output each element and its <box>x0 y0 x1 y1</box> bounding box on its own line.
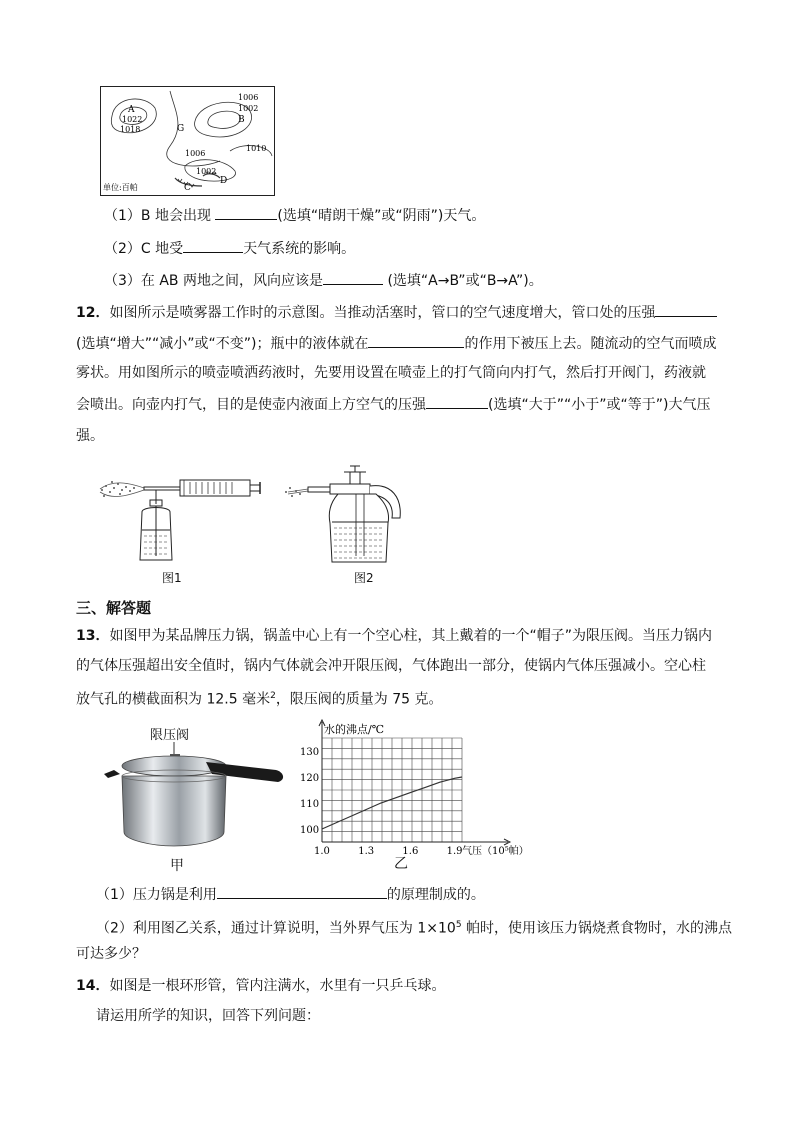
q13-text: 如图甲为某品牌压力锅，锅盖中心上有一个空心柱，其上戴着的一个“帽子”为限压阀。当压力锅内 <box>109 628 712 644</box>
y-tick-label: 120 <box>300 773 320 784</box>
q13-sub2-text: （2）利用图乙关系，通过计算说明，当外界气压为 1×10 <box>96 920 456 937</box>
q11-sub2-prefix: （2）C 地受 <box>104 241 184 257</box>
x-axis-label: 气压（10⁵帕） <box>462 846 529 857</box>
pressure-cooker-figure <box>96 740 296 852</box>
y-tick-label: 130 <box>300 747 320 758</box>
y-tick-label: 110 <box>300 799 320 810</box>
q13-sub2-text: 帕时，使用该压力锅烧煮食物时，水的沸点 <box>461 920 732 937</box>
map-label-g: G <box>177 124 185 134</box>
q11-sub3-prefix: （3）在 AB 两地之间，风向应该是 <box>104 273 323 289</box>
x-tick-label: 1.3 <box>358 846 375 857</box>
x-tick-label: 1.6 <box>402 846 419 857</box>
x-tick-label: 1.0 <box>314 846 330 857</box>
q11-sub3-suffix: (选填“A→B”或“B→A”)。 <box>383 273 543 289</box>
q11-sub2 <box>104 238 355 259</box>
map-label-1006-top: 1006 <box>238 93 259 102</box>
map-label-d: D <box>220 176 228 186</box>
q12-text: 如图所示是喷雾器工作时的示意图。当推动活塞时，管口的空气速度增大，管口处的压强 <box>109 305 656 321</box>
q14-text: 如图是一根环形管，管内注满水，水里有一只乒乓球。 <box>109 978 446 994</box>
y-tick-label: 100 <box>300 825 320 836</box>
sprayer-figure-1 <box>92 460 267 565</box>
q12-text: 的作用下被压上去。随流动的空气而喷成 <box>464 336 717 352</box>
q11-sub1 <box>104 205 485 226</box>
map-label-b: B <box>238 115 245 125</box>
q12-text: (选填“增大”“减小”或“不变”)；瓶中的液体就在 <box>76 336 369 352</box>
answer-blank[interactable] <box>655 302 717 317</box>
q13-sub1-prefix: （1）压力锅是利用 <box>96 887 217 903</box>
question-number: 12． <box>76 305 110 321</box>
map-label-1022: 1022 <box>122 115 143 124</box>
q11-sub3 <box>104 270 543 291</box>
sprayer-2-drawing <box>280 458 415 568</box>
q13-text: ，限压阀的质量为 75 克。 <box>275 691 443 708</box>
q13-line3 <box>76 686 443 710</box>
chart-grid <box>322 738 462 842</box>
valve-label: 限压阀 <box>150 728 190 743</box>
map-unit-label: 单位:百帕 <box>103 183 138 192</box>
sprayer-1-drawing <box>92 460 267 565</box>
boiling-point-chart-svg <box>296 716 546 866</box>
superscript: 5 <box>455 920 462 930</box>
map-label-1002-top: 1002 <box>238 104 259 113</box>
map-label-1018: 1018 <box>120 125 141 134</box>
map-label-1002-bottom: 1002 <box>196 167 217 176</box>
map-label-a: A <box>128 105 135 115</box>
answer-blank[interactable] <box>368 333 464 348</box>
sprayer-figure-2 <box>280 458 415 568</box>
fig-yi-caption: 乙 <box>394 856 408 872</box>
question-number: 13． <box>76 628 110 644</box>
y-axis-label: 水的沸点/℃ <box>324 723 385 736</box>
superscript: 2 <box>270 691 276 701</box>
q14-line2: 请运用所学的知识，回答下列问题： <box>96 1008 320 1024</box>
q14-line1 <box>76 976 445 996</box>
q12-line2 <box>76 333 716 354</box>
q13-sub1 <box>96 884 485 905</box>
fig1-caption: 图1 <box>162 571 182 585</box>
question-number: 14． <box>76 978 110 994</box>
q12-text: 会喷出。向壶内打气，目的是使壶内液面上方空气的压强 <box>76 397 426 413</box>
answer-blank[interactable] <box>426 394 488 409</box>
q13-line1 <box>76 626 712 646</box>
q12-line1 <box>76 302 717 323</box>
q13-sub2-cont: 可达多少？ <box>76 946 146 962</box>
map-label-1006-bottom: 1006 <box>185 149 206 158</box>
section-title: 三、解答题 <box>76 599 152 617</box>
weather-map-drawing <box>100 86 275 196</box>
q13-sub2 <box>96 915 732 939</box>
x-tick-label: 1.9 <box>446 846 463 857</box>
q12-line4 <box>76 394 710 415</box>
q11-sub1-suffix: (选填“晴朗干燥”或“阴雨”)天气。 <box>277 208 486 224</box>
q13-line2: 的气体压强超出安全值时，锅内气体就会冲开限压阀，气体跑出一部分，使锅内气体压强减小。空心柱 <box>76 658 706 674</box>
q12-line3: 雾状。用如图所示的喷壶喷洒药液时，先要用设置在喷壶上的打气筒向内打气，然后打开阀门，药液就 <box>76 365 706 381</box>
pressure-cooker-drawing <box>96 740 296 852</box>
answer-blank[interactable] <box>215 205 277 220</box>
fig-jia-caption: 甲 <box>170 858 184 874</box>
map-label-c: C <box>184 183 191 193</box>
q13-sub1-suffix: 的原理制成的。 <box>386 887 485 903</box>
answer-blank[interactable] <box>217 884 387 899</box>
map-label-1010: 1010 <box>246 144 267 153</box>
q12-line5: 强。 <box>76 428 104 444</box>
q12-text: (选填“大于”“小于”或“等于”)大气压 <box>488 397 711 413</box>
boiling-point-chart <box>296 716 546 866</box>
q11-sub1-prefix: （1）B 地会出现 <box>104 208 216 224</box>
fig2-caption: 图2 <box>354 571 374 585</box>
answer-blank[interactable] <box>183 238 243 253</box>
answer-blank[interactable] <box>323 270 383 285</box>
q11-sub2-suffix: 天气系统的影响。 <box>243 241 356 257</box>
weather-map-figure <box>100 86 275 196</box>
q13-text: 放气孔的横截面积为 12.5 毫米 <box>76 691 271 708</box>
